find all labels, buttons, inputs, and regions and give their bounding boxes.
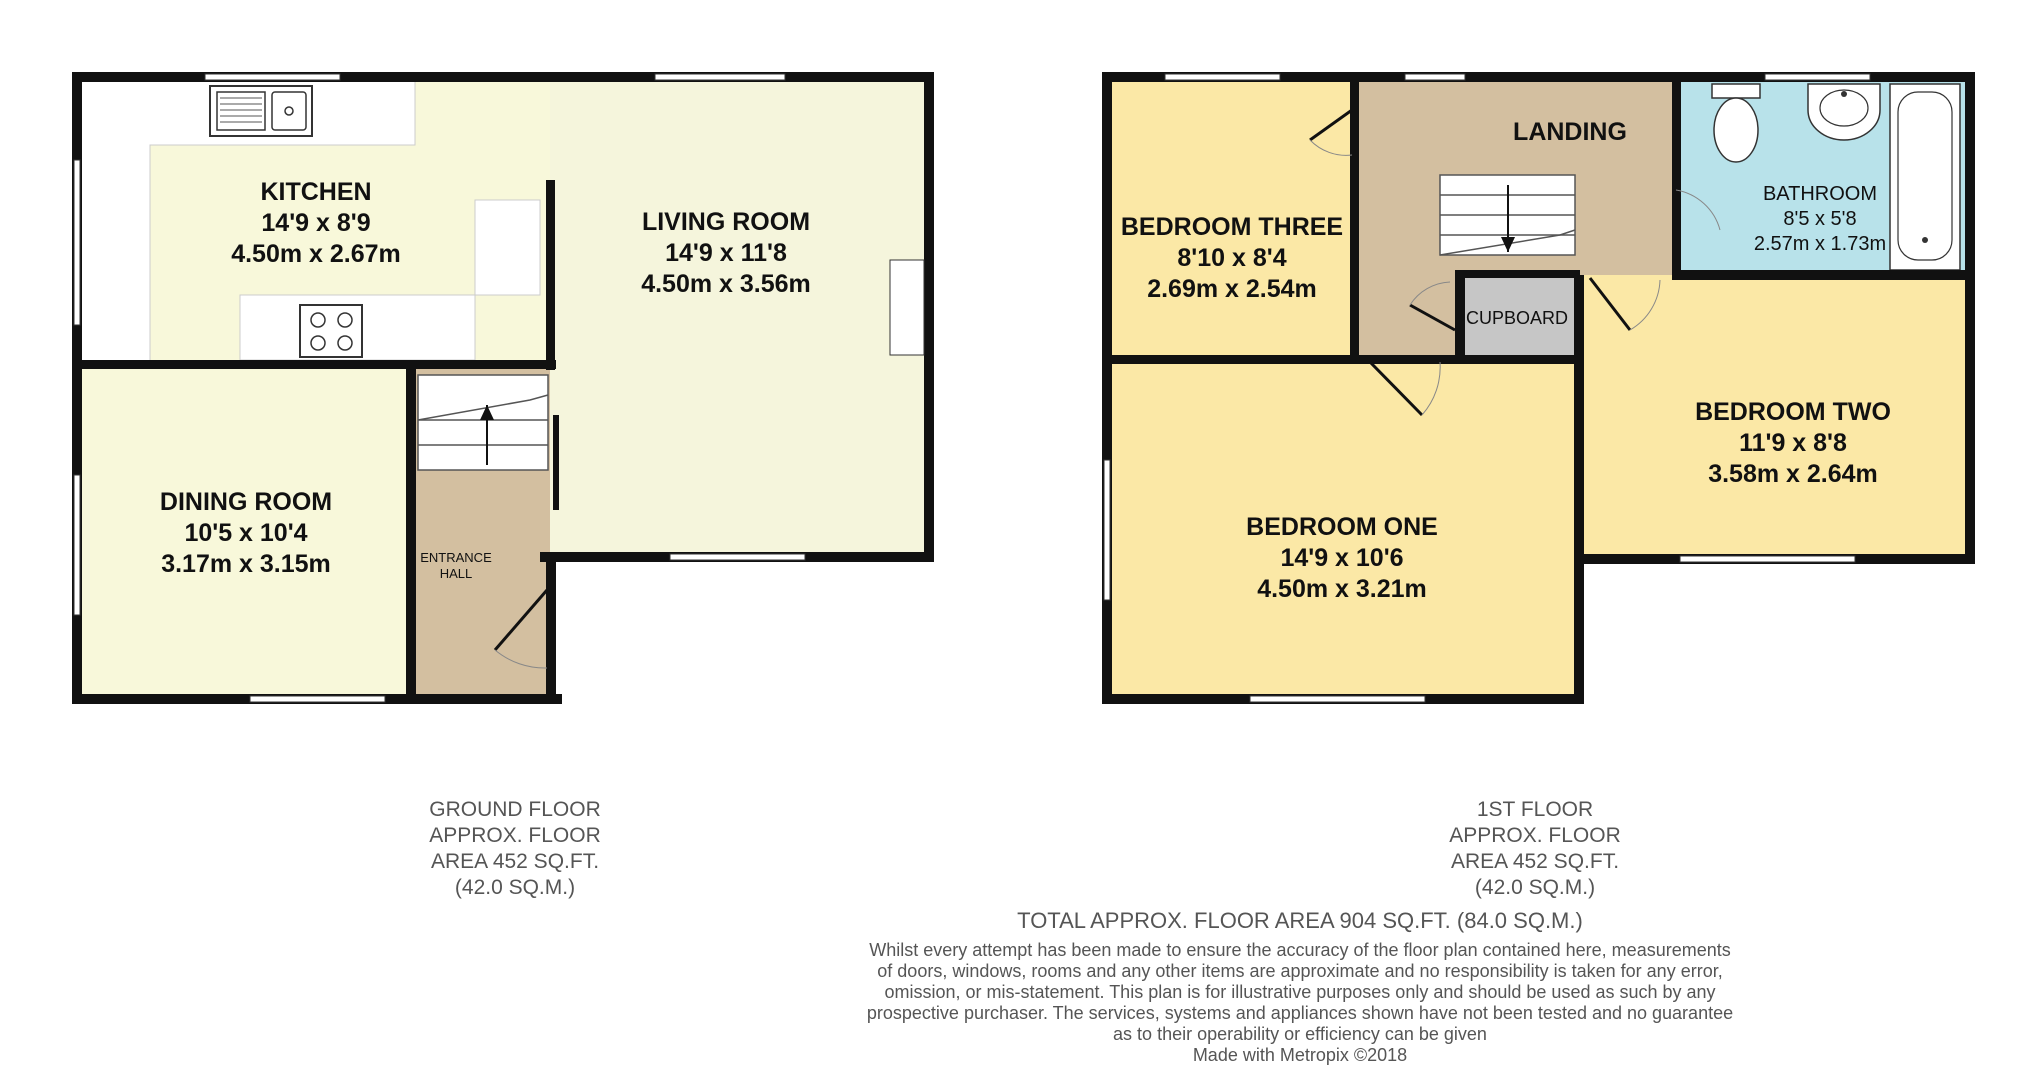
disclaimer <box>800 940 1800 1066</box>
toilet-icon <box>1712 84 1760 162</box>
hob-icon <box>300 305 362 357</box>
ground-floor-line2: APPROX. FLOOR <box>429 824 601 847</box>
bedroom-three-metric: 2.69m x 2.54m <box>1147 275 1317 303</box>
dining-room-imperial: 10'5 x 10'4 <box>184 519 308 547</box>
entrance-hall-line1: ENTRANCE <box>420 550 492 565</box>
first-floor-line2: APPROX. FLOOR <box>1449 824 1621 847</box>
bedroom-one-name: BEDROOM ONE <box>1246 513 1438 541</box>
bedroom-two-imperial: 11'9 x 8'8 <box>1739 429 1847 457</box>
bedroom-two-name: BEDROOM TWO <box>1695 398 1891 426</box>
first-floor-line3: AREA 452 SQ.FT. <box>1450 850 1620 873</box>
disclaimer-line4: prospective purchaser. The services, systems and appliances shown have not been tested and no guarantee <box>866 1003 1734 1023</box>
bedroom-two-metric: 3.58m x 2.64m <box>1708 460 1878 488</box>
dining-room-name: DINING ROOM <box>159 488 333 516</box>
ground-floor-plan <box>72 72 934 704</box>
ground-floor-line1: GROUND FLOOR <box>429 798 601 821</box>
disclaimer-line1: Whilst every attempt has been made to ensure the accuracy of the floor plan contained here, measurements <box>869 940 1731 960</box>
first-floor-caption <box>1390 797 1680 901</box>
first-floor-line1: 1ST FLOOR <box>1476 798 1594 821</box>
bedroom-three-name: BEDROOM THREE <box>1120 213 1344 241</box>
cupboard-name: CUPBOARD <box>1465 308 1569 328</box>
kitchen-island-area <box>475 200 540 295</box>
bathroom-imperial: 8'5 x 5'8 <box>1783 208 1857 230</box>
disclaimer-line6: Made with Metropix ©2018 <box>1192 1045 1408 1065</box>
first-floor-plan <box>1102 72 1975 704</box>
bath-icon <box>1890 84 1960 270</box>
disclaimer-line2: of doors, windows, rooms and any other items are approximate and no responsibility is taken for any error, <box>877 961 1723 981</box>
kitchen-imperial: 14'9 x 8'9 <box>261 209 371 237</box>
sink-icon <box>210 86 312 136</box>
stairs-first-icon <box>1440 175 1575 255</box>
total-floor-area: TOTAL APPROX. FLOOR AREA 904 SQ.FT. (84.0 SQ.M.) <box>1017 908 1583 933</box>
bedroom-one-imperial: 14'9 x 10'6 <box>1280 544 1404 572</box>
ground-floor-line3: AREA 452 SQ.FT. <box>430 850 600 873</box>
living-room-metric: 4.50m x 3.56m <box>641 270 811 298</box>
bathroom-metric: 2.57m x 1.73m <box>1753 233 1887 255</box>
disclaimer-line3: omission, or mis-statement. This plan is for illustrative purposes only and should be used as such by any <box>884 982 1716 1002</box>
disclaimer-line5: as to their operability or efficiency can be given <box>1113 1024 1487 1044</box>
entrance-hall-line2: HALL <box>439 566 473 581</box>
landing-name: LANDING <box>1513 118 1627 146</box>
ground-floor-caption <box>370 797 660 901</box>
bedroom-three-imperial: 8'10 x 8'4 <box>1177 244 1287 272</box>
ground-floor-line4: (42.0 SQ.M.) <box>454 876 576 899</box>
first-floor-line4: (42.0 SQ.M.) <box>1474 876 1596 899</box>
living-room-imperial: 14'9 x 11'8 <box>665 239 787 267</box>
basin-icon <box>1808 84 1880 140</box>
dining-room-metric: 3.17m x 3.15m <box>161 550 331 578</box>
bathroom-name: BATHROOM <box>1762 183 1878 205</box>
living-room-area <box>548 80 928 555</box>
bedroom-one-metric: 4.50m x 3.21m <box>1257 575 1427 603</box>
kitchen-metric: 4.50m x 2.67m <box>231 240 401 268</box>
kitchen-name: KITCHEN <box>260 178 372 206</box>
living-room-name: LIVING ROOM <box>641 208 811 236</box>
